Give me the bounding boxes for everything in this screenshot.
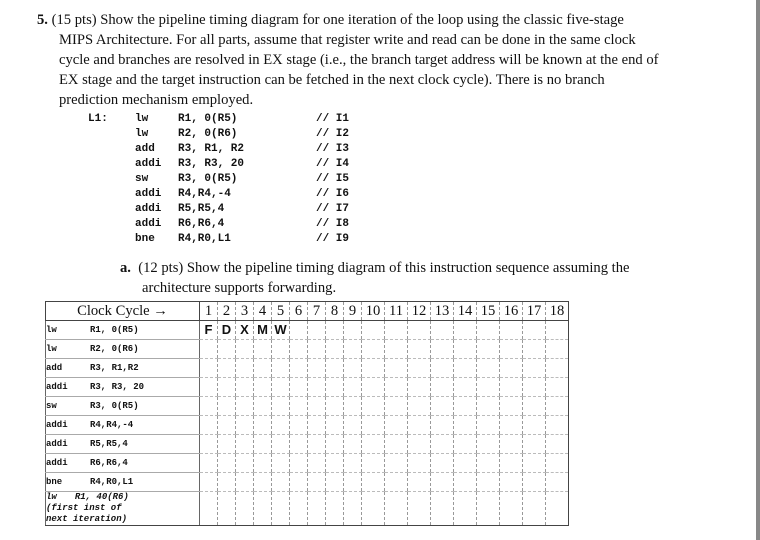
code-op: sw bbox=[135, 173, 149, 185]
stage-cell bbox=[344, 492, 362, 526]
stage-cell bbox=[308, 435, 326, 454]
stage-cell bbox=[236, 454, 254, 473]
stage-cell bbox=[385, 473, 408, 492]
stage-cell bbox=[385, 454, 408, 473]
table-row bbox=[46, 359, 569, 378]
stage-cell bbox=[477, 359, 500, 378]
stage-cell bbox=[385, 416, 408, 435]
stage-cell bbox=[272, 340, 290, 359]
cycle-number: 15 bbox=[477, 302, 500, 321]
stage-cell bbox=[477, 378, 500, 397]
problem-line-1 bbox=[37, 10, 697, 30]
table-row bbox=[46, 378, 569, 397]
row-opcode: bne bbox=[46, 473, 91, 492]
code-op: addi bbox=[135, 203, 162, 215]
cycle-number: 6 bbox=[290, 302, 308, 321]
stage-label: D bbox=[221, 321, 232, 337]
stage-cell bbox=[431, 473, 454, 492]
stage-cell bbox=[200, 397, 218, 416]
stage-cell bbox=[308, 454, 326, 473]
stage-cell bbox=[308, 359, 326, 378]
stage-cell bbox=[523, 435, 546, 454]
stage-cell bbox=[272, 397, 290, 416]
stage-cell bbox=[431, 454, 454, 473]
stage-cell bbox=[272, 492, 290, 526]
stage-cell bbox=[218, 359, 236, 378]
stage-cell bbox=[362, 397, 385, 416]
stage-cell bbox=[500, 416, 523, 435]
stage-cell bbox=[290, 378, 308, 397]
stage-cell bbox=[500, 454, 523, 473]
stage-cell bbox=[344, 321, 362, 340]
stage-cell bbox=[254, 454, 272, 473]
table-row bbox=[46, 435, 569, 454]
stage-cell bbox=[326, 473, 344, 492]
stage-cell bbox=[477, 416, 500, 435]
stage-cell bbox=[523, 473, 546, 492]
stage-cell bbox=[454, 473, 477, 492]
stage-cell bbox=[200, 454, 218, 473]
clock-cycle-header: Clock Cycle → bbox=[46, 302, 200, 321]
code-comment: // I4 bbox=[316, 158, 350, 170]
cycle-number: 16 bbox=[500, 302, 523, 321]
stage-cell bbox=[326, 435, 344, 454]
stage-cell bbox=[477, 454, 500, 473]
stage-cell bbox=[408, 454, 431, 473]
stage-cell bbox=[431, 416, 454, 435]
stage-cell bbox=[236, 492, 254, 526]
stage-cell bbox=[326, 492, 344, 526]
stage-cell bbox=[272, 378, 290, 397]
stage-cell bbox=[523, 397, 546, 416]
stage-cell bbox=[477, 492, 500, 526]
stage-cell bbox=[431, 340, 454, 359]
stage-cell bbox=[408, 378, 431, 397]
stage-cell bbox=[454, 435, 477, 454]
stage-cell bbox=[546, 397, 569, 416]
stage-cell bbox=[254, 359, 272, 378]
cycle-number: 4 bbox=[254, 302, 272, 321]
part-a-line-2: architecture supports forwarding. bbox=[142, 280, 337, 296]
row-opcode: add bbox=[46, 359, 91, 378]
stage-cell bbox=[344, 378, 362, 397]
stage-cell bbox=[200, 378, 218, 397]
stage-cell bbox=[431, 359, 454, 378]
stage-cell bbox=[236, 416, 254, 435]
stage-cell bbox=[454, 378, 477, 397]
row-opcode: addi bbox=[46, 416, 91, 435]
stage-cell bbox=[344, 454, 362, 473]
stage-cell bbox=[546, 473, 569, 492]
code-op: lw bbox=[135, 113, 149, 125]
stage-cell bbox=[362, 359, 385, 378]
table-row bbox=[46, 473, 569, 492]
stage-cell bbox=[454, 321, 477, 340]
cycle-number: 11 bbox=[385, 302, 408, 321]
stage-cell bbox=[218, 397, 236, 416]
stage-cell bbox=[308, 416, 326, 435]
stage-cell bbox=[344, 340, 362, 359]
stage-cell bbox=[431, 397, 454, 416]
row-operands: R4,R4,-4 bbox=[90, 416, 200, 435]
row-operands: R4,R0,L1 bbox=[90, 473, 200, 492]
code-op: lw bbox=[135, 128, 149, 140]
stage-cell bbox=[272, 454, 290, 473]
stage-cell bbox=[308, 397, 326, 416]
next-iteration-instruction bbox=[46, 492, 200, 526]
stage-cell bbox=[362, 340, 385, 359]
row-operands: R3, R1,R2 bbox=[90, 359, 200, 378]
stage-cell bbox=[200, 321, 218, 340]
code-label: L1: bbox=[88, 113, 108, 125]
cycle-number: 8 bbox=[326, 302, 344, 321]
stage-cell bbox=[290, 321, 308, 340]
stage-cell bbox=[454, 359, 477, 378]
part-a-line-1 bbox=[120, 258, 700, 278]
row-opcode: addi bbox=[46, 378, 91, 397]
stage-cell bbox=[326, 378, 344, 397]
stage-cell bbox=[500, 492, 523, 526]
stage-cell bbox=[218, 321, 236, 340]
table-row bbox=[46, 397, 569, 416]
table-row bbox=[46, 321, 569, 340]
row-operands: R1, 0(R5) bbox=[90, 321, 200, 340]
stage-cell bbox=[500, 321, 523, 340]
stage-cell bbox=[385, 435, 408, 454]
cycle-number: 7 bbox=[308, 302, 326, 321]
stage-cell bbox=[254, 340, 272, 359]
stage-cell bbox=[326, 359, 344, 378]
code-args: R4,R4,-4 bbox=[178, 188, 231, 200]
code-op: addi bbox=[135, 188, 162, 200]
stage-cell bbox=[546, 454, 569, 473]
code-op: addi bbox=[135, 158, 162, 170]
stage-cell bbox=[272, 473, 290, 492]
row-opcode: lw bbox=[46, 340, 91, 359]
stage-cell bbox=[308, 473, 326, 492]
stage-cell bbox=[477, 321, 500, 340]
code-comment: // I6 bbox=[316, 188, 350, 200]
stage-cell bbox=[431, 378, 454, 397]
row-operands: R2, 0(R6) bbox=[90, 340, 200, 359]
pipeline-timing-table bbox=[45, 301, 569, 526]
stage-cell bbox=[254, 492, 272, 526]
stage-cell bbox=[272, 321, 290, 340]
stage-cell bbox=[431, 321, 454, 340]
stage-cell bbox=[218, 378, 236, 397]
cycle-number: 9 bbox=[344, 302, 362, 321]
stage-cell bbox=[408, 492, 431, 526]
stage-label: M bbox=[257, 321, 268, 337]
stage-cell bbox=[290, 359, 308, 378]
table-header-row bbox=[46, 302, 569, 321]
problem-number: 5. bbox=[37, 12, 48, 28]
code-args: R3, 0(R5) bbox=[178, 173, 238, 185]
stage-cell bbox=[236, 340, 254, 359]
stage-cell bbox=[272, 359, 290, 378]
stage-cell bbox=[546, 492, 569, 526]
stage-cell bbox=[408, 416, 431, 435]
stage-cell bbox=[200, 435, 218, 454]
stage-cell bbox=[326, 397, 344, 416]
stage-cell bbox=[362, 435, 385, 454]
cycle-number: 10 bbox=[362, 302, 385, 321]
stage-cell bbox=[326, 340, 344, 359]
problem-statement bbox=[37, 10, 697, 110]
stage-cell bbox=[290, 473, 308, 492]
stage-label: W bbox=[274, 321, 287, 337]
stage-cell bbox=[308, 321, 326, 340]
part-a-label: a. bbox=[120, 260, 131, 276]
stage-cell bbox=[362, 416, 385, 435]
stage-cell bbox=[344, 416, 362, 435]
stage-cell bbox=[454, 454, 477, 473]
problem-line-3: cycle and branches are resolved in EX stage (i.e., the branch target address will be known at the end of bbox=[59, 52, 659, 68]
stage-cell bbox=[308, 378, 326, 397]
stage-cell bbox=[290, 492, 308, 526]
stage-cell bbox=[408, 473, 431, 492]
stage-cell bbox=[385, 397, 408, 416]
code-comment: // I1 bbox=[316, 113, 350, 125]
stage-cell bbox=[500, 435, 523, 454]
stage-cell bbox=[546, 435, 569, 454]
stage-cell bbox=[523, 454, 546, 473]
code-args: R1, 0(R5) bbox=[178, 113, 238, 125]
cycle-number: 18 bbox=[546, 302, 569, 321]
stage-cell bbox=[523, 416, 546, 435]
stage-cell bbox=[477, 397, 500, 416]
stage-cell bbox=[290, 416, 308, 435]
stage-cell bbox=[500, 473, 523, 492]
stage-cell bbox=[431, 492, 454, 526]
stage-cell bbox=[500, 359, 523, 378]
stage-cell bbox=[218, 492, 236, 526]
stage-cell bbox=[326, 454, 344, 473]
part-a-statement bbox=[120, 258, 700, 298]
stage-cell bbox=[546, 378, 569, 397]
table-row bbox=[46, 416, 569, 435]
stage-cell bbox=[290, 454, 308, 473]
stage-cell bbox=[236, 473, 254, 492]
stage-cell bbox=[344, 397, 362, 416]
table-row bbox=[46, 340, 569, 359]
stage-cell bbox=[218, 435, 236, 454]
code-args: R2, 0(R6) bbox=[178, 128, 238, 140]
stage-cell bbox=[385, 359, 408, 378]
stage-cell bbox=[523, 321, 546, 340]
stage-label: X bbox=[240, 321, 249, 337]
stage-cell bbox=[523, 378, 546, 397]
stage-cell bbox=[272, 416, 290, 435]
stage-cell bbox=[362, 473, 385, 492]
code-comment: // I3 bbox=[316, 143, 350, 155]
row-opcode: sw bbox=[46, 397, 91, 416]
part-a-text-1: (12 pts) Show the pipeline timing diagram of this instruction sequence assuming the bbox=[138, 260, 630, 276]
stage-cell bbox=[200, 416, 218, 435]
code-op: add bbox=[135, 143, 155, 155]
stage-cell bbox=[500, 397, 523, 416]
stage-cell bbox=[546, 321, 569, 340]
stage-cell bbox=[218, 340, 236, 359]
stage-cell bbox=[236, 321, 254, 340]
stage-cell bbox=[362, 378, 385, 397]
stage-cell bbox=[454, 492, 477, 526]
stage-cell bbox=[408, 340, 431, 359]
stage-cell bbox=[523, 492, 546, 526]
stage-cell bbox=[254, 397, 272, 416]
cycle-number: 14 bbox=[454, 302, 477, 321]
stage-label: F bbox=[204, 321, 213, 337]
stage-cell bbox=[200, 340, 218, 359]
right-border bbox=[756, 0, 760, 540]
stage-cell bbox=[546, 359, 569, 378]
code-comment: // I5 bbox=[316, 173, 350, 185]
row-operands: R6,R6,4 bbox=[90, 454, 200, 473]
stage-cell bbox=[236, 378, 254, 397]
stage-cell bbox=[477, 340, 500, 359]
table-row-next-iteration bbox=[46, 492, 569, 526]
stage-cell bbox=[477, 473, 500, 492]
code-comment: // I2 bbox=[316, 128, 350, 140]
stage-cell bbox=[385, 321, 408, 340]
stage-cell bbox=[308, 492, 326, 526]
stage-cell bbox=[477, 435, 500, 454]
stage-cell bbox=[454, 397, 477, 416]
stage-cell bbox=[408, 397, 431, 416]
stage-cell bbox=[290, 435, 308, 454]
row-operands: R1, 40(R6) bbox=[74, 492, 129, 502]
stage-cell bbox=[454, 340, 477, 359]
stage-cell bbox=[385, 378, 408, 397]
stage-cell bbox=[218, 473, 236, 492]
stage-cell bbox=[344, 435, 362, 454]
stage-cell bbox=[500, 340, 523, 359]
stage-cell bbox=[385, 492, 408, 526]
stage-cell bbox=[290, 340, 308, 359]
stage-cell bbox=[236, 397, 254, 416]
code-op: bne bbox=[135, 233, 155, 245]
stage-cell bbox=[408, 359, 431, 378]
problem-line-5: prediction mechanism employed. bbox=[59, 92, 254, 108]
code-comment: // I8 bbox=[316, 218, 350, 230]
cycle-number: 2 bbox=[218, 302, 236, 321]
code-args: R6,R6,4 bbox=[178, 218, 225, 230]
code-args: R5,R5,4 bbox=[178, 203, 225, 215]
stage-cell bbox=[254, 473, 272, 492]
stage-cell bbox=[200, 359, 218, 378]
stage-cell bbox=[344, 359, 362, 378]
stage-cell bbox=[362, 454, 385, 473]
cycle-number: 1 bbox=[200, 302, 218, 321]
stage-cell bbox=[326, 416, 344, 435]
problem-line-2: MIPS Architecture. For all parts, assume that register write and read can be done in the same clock bbox=[59, 32, 636, 48]
stage-cell bbox=[431, 435, 454, 454]
stage-cell bbox=[254, 321, 272, 340]
stage-cell bbox=[523, 340, 546, 359]
code-op: addi bbox=[135, 218, 162, 230]
stage-cell bbox=[408, 321, 431, 340]
stage-cell bbox=[362, 321, 385, 340]
cycle-number: 5 bbox=[272, 302, 290, 321]
stage-cell bbox=[218, 416, 236, 435]
row-opcode: lw bbox=[46, 321, 91, 340]
stage-cell bbox=[344, 473, 362, 492]
stage-cell bbox=[218, 454, 236, 473]
cycle-number: 13 bbox=[431, 302, 454, 321]
next-iteration-note-1: (first inst of bbox=[46, 503, 122, 513]
table-row bbox=[46, 454, 569, 473]
stage-cell bbox=[308, 340, 326, 359]
stage-cell bbox=[523, 359, 546, 378]
code-args: R4,R0,L1 bbox=[178, 233, 231, 245]
row-operands: R3, 0(R5) bbox=[90, 397, 200, 416]
row-opcode: addi bbox=[46, 435, 91, 454]
stage-cell bbox=[546, 416, 569, 435]
code-args: R3, R3, 20 bbox=[178, 158, 245, 170]
stage-cell bbox=[290, 397, 308, 416]
stage-cell bbox=[362, 492, 385, 526]
stage-cell bbox=[385, 340, 408, 359]
code-comment: // I7 bbox=[316, 203, 350, 215]
problem-line-4: EX stage and the target instruction can be fetched in the next clock cycle). There is no branch bbox=[59, 72, 605, 88]
stage-cell bbox=[272, 435, 290, 454]
cycle-number: 17 bbox=[523, 302, 546, 321]
cycle-number: 3 bbox=[236, 302, 254, 321]
stage-cell bbox=[454, 416, 477, 435]
row-operands: R3, R3, 20 bbox=[90, 378, 200, 397]
stage-cell bbox=[326, 321, 344, 340]
stage-cell bbox=[500, 378, 523, 397]
stage-cell bbox=[408, 435, 431, 454]
cycle-number: 12 bbox=[408, 302, 431, 321]
problem-text-1: (15 pts) Show the pipeline timing diagram for one iteration of the loop using the classic five-stage bbox=[51, 12, 624, 28]
stage-cell bbox=[200, 473, 218, 492]
stage-cell bbox=[236, 359, 254, 378]
row-opcode: addi bbox=[46, 454, 91, 473]
stage-cell bbox=[254, 435, 272, 454]
code-args: R3, R1, R2 bbox=[178, 143, 245, 155]
stage-cell bbox=[254, 378, 272, 397]
row-operands: R5,R5,4 bbox=[90, 435, 200, 454]
stage-cell bbox=[236, 435, 254, 454]
code-comment: // I9 bbox=[316, 233, 350, 245]
row-opcode: lw bbox=[46, 492, 57, 502]
stage-cell bbox=[200, 492, 218, 526]
stage-cell bbox=[254, 416, 272, 435]
next-iteration-note-2: next iteration) bbox=[46, 514, 128, 524]
stage-cell bbox=[546, 340, 569, 359]
